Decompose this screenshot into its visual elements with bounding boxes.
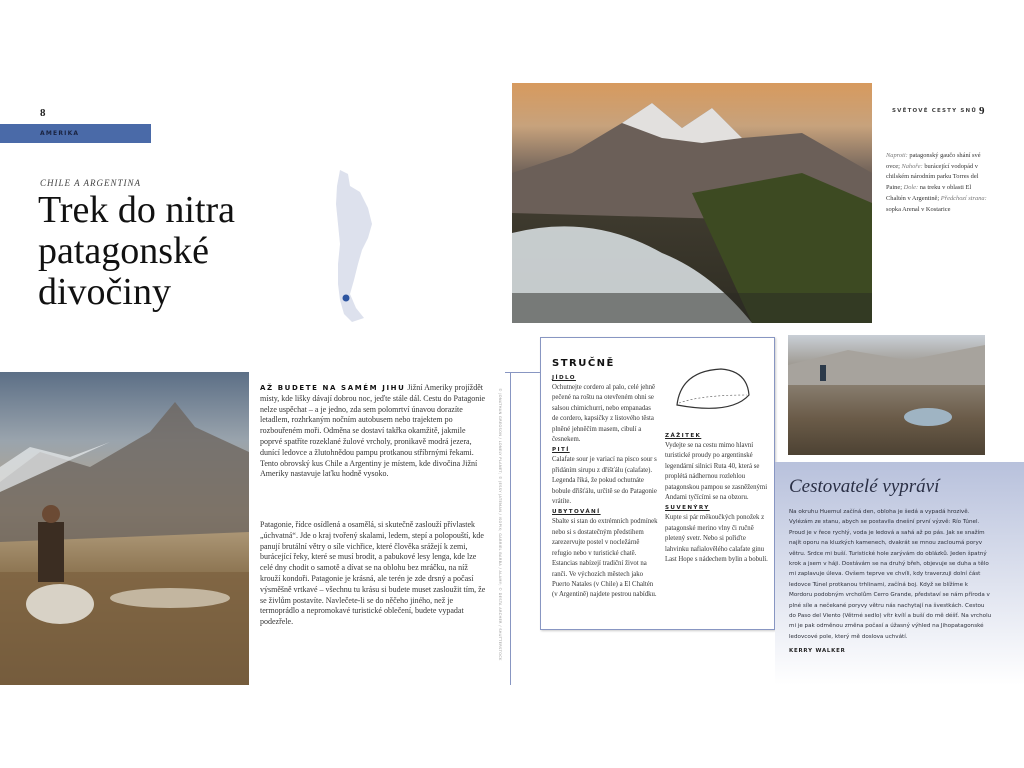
caption-text: sopka Arenal v Kostarice xyxy=(886,205,951,213)
photo-gaucho-on-horse xyxy=(0,372,249,685)
section-label: AMERIKA xyxy=(40,130,80,137)
info-text: Vydejte se na cestu mimo hlavní turistické proudy po argentinské legendární silnici Ruta 40, která se proplétá nádhernou rozlehlou patagonskou pampou se zasněženými Andami tyčícími se na obzoru. xyxy=(665,442,768,502)
info-heading: ZÁŽITEK xyxy=(665,433,702,439)
empanada-illustration-icon xyxy=(671,365,753,417)
kicker: CHILE A ARGENTINA xyxy=(40,178,142,188)
story-title: Cestovatelé vypráví xyxy=(789,476,940,497)
title-line: Trek do nitra xyxy=(38,189,236,231)
info-heading: SUVENÝRY xyxy=(665,505,710,512)
title-line: divočiny xyxy=(38,271,171,313)
info-column-left xyxy=(552,373,658,601)
paragraph-2: Patagonie, řídce osídlená a osamělá, si skutečně zaslouží přívlastek „úchvatná“. Jde o kraj tvořený skalami, ledem, stepí a polopouští, kde panují brutální větry o síle vichřice, které člověka srážejí k zemi, burácející řeky, které se musí brodit, a pabukové lesy lenga, kde lze celé dny chodit o samotě a dívat se na oblohu bez mráčku, na níž krouží kondoři. Patagonie je krásná, ale terén je zde drsný a počasí výsměšně vrtkavé – všechnu tu krásu si budete muset zasloužit tím, že se živlům postavíte. Navlečete-li se do něčeho jiného, než je termoprádlo a nepromokavé turistické oblečení, budete vypadat podezřele. xyxy=(260,520,486,627)
caption-text: na treku v oblasti El Chaltén v Argentině; xyxy=(886,184,972,202)
map-shape xyxy=(336,170,372,322)
caption-label: Nahoře: xyxy=(901,162,923,170)
photo-illustration xyxy=(0,372,249,685)
photo-illustration xyxy=(788,335,985,455)
info-heading: PITÍ xyxy=(552,447,570,454)
caption-text: burácející vodopád v chilském národním parku Torres del Paine; xyxy=(886,162,979,192)
divider-line xyxy=(510,372,511,685)
info-box-title: STRUČNĚ xyxy=(552,358,615,369)
info-heading: UBYTOVÁNÍ xyxy=(552,509,601,516)
info-text: Ochutnejte cordero al palo, celé jehně pečené na roštu na otevřeném ohni se salsou chimichurri, nebo empanadas de cordero, kapsičky z listového těsta plněné jehněčím masem, cibulí a česnekem. xyxy=(552,384,656,444)
photo-el-chalten-trek xyxy=(788,335,985,455)
info-box xyxy=(540,337,775,630)
map-chile-argentina xyxy=(328,168,378,324)
location-dot xyxy=(343,295,350,302)
story-text: Na okruhu Huemul začíná den, obloha je šedá a vypadá hrozivě. Vylézám ze stanu, abych se postavila dnešní první výzvě: Río Túnel. Proud je v řece rychlý, voda je ledová a sahá až po pás. Jak se snažím najít oporu na kluzkých kamenech, dvakrát se mnou zacloumá poryv větru. Srdce mi buší. Turistické hole zarývám do oblázků. Jeden špatný krok a jsem v háji. Dostávám se na druhý břeh, objevuje se duha a tělo mi zaplavuje úleva. Ovšem teprve ve chvíli, kdy traverzuji dolní část ledovce Túnel protkanou trhlinami, začíná boj. Když se blížíme k Mordoru podobným vrcholům Cerro Grande, představí se nám příroda v plné síle a nečekané poryvy větru nás nachytají na švestkách. Cestou do Paso del Viento (Větrné sedlo) vítr kvílí a buší do mě déšť. Na vrcholu mi je pak odměnou změna počasí a úžasný výhled na Jihopatagonské ledovcové pole, který mě doslova uchvátí. xyxy=(789,509,992,640)
paragraph-1-text: Jižní Ameriky projíždět místy, kde lišky dávají dobrou noc, jeďte stále dál. Cestu do Patagonie nelze uspěchat – a je jedno, zda sem polomrtví únavou dorazíte letadlem, rozhrkaným nočním autobusem nebo trajektem po rozbouřeném moři. Odměna se dostaví takřka okamžitě, jakmile poprvé spatříte rozeklané žulové vrcholy, pronikavě modrá jezera, dunící ledovce a žlutohnědou pampu protkanou stříbrnými řekami. Tento obrovský kus Chile a Argentiny je místem, kde divočina Jižní Ameriky nastavuje laťku hodně vysoko. xyxy=(260,383,486,479)
caption-label: Naproti: xyxy=(886,152,908,159)
caption-label: Předchozí strana: xyxy=(940,194,987,202)
photo-torres-del-paine-waterfall xyxy=(512,83,872,323)
info-text: Sbalte si stan do extrémních podmínek nebo si s dostatečným předstihem zarezervujte postel v nocležárně refugio nebo v turistické chatě. Estancias nabízejí tradiční život na ranči. Ve výchozích městech jako Puerto Natales (v Chile) a El Chaltén (v Argentině) najdete pestrou nabídku. xyxy=(552,518,658,599)
traveller-story-panel xyxy=(775,462,1024,685)
photo-caption xyxy=(886,151,990,215)
title-line: patagonské xyxy=(38,230,209,272)
info-column-right xyxy=(665,431,769,565)
info-heading: JÍDLO xyxy=(552,375,576,381)
page-title xyxy=(38,190,308,313)
photo-illustration xyxy=(512,83,872,323)
page-number-left: 8 xyxy=(40,107,46,119)
caption-label: Dole: xyxy=(903,184,919,192)
info-text: Kupte si pár měkoučkých ponožek z patagonské merino vlny či ručně pletený svetr. Nebo si pořiďte lahvinku nafialovělého calafate ginu Last Hope s nádechem bylin a bobulí. xyxy=(665,514,768,564)
lead-in: AŽ BUDETE NA SAMÉM JIHU xyxy=(260,384,406,392)
section-bar xyxy=(0,124,151,143)
caption-text: patagonský gaučo shání své ovce; xyxy=(886,152,981,170)
intro-paragraph xyxy=(260,383,486,480)
running-head: SVĚTOVÉ CESTY SNŮ xyxy=(892,108,978,114)
page-number-right: 9 xyxy=(979,105,985,117)
info-text: Calafate sour je variací na pisco sour s přidáním sirupu z dřišťálu (calafate). Legenda říká, že pokud ochutnáte bobule dřišťálu, určitě se do Patagonie vrátíte. xyxy=(552,456,657,506)
story-author: KERRY WALKER xyxy=(789,648,846,654)
photo-credit: © JONATHAN GREGSON / LONELY PLANET; © JESSY JATEMAN / ISOPIX; GABRIEL BARBA / ALAMY; © DESTA ARCHER / SHUTTERSTOCK xyxy=(498,388,502,661)
